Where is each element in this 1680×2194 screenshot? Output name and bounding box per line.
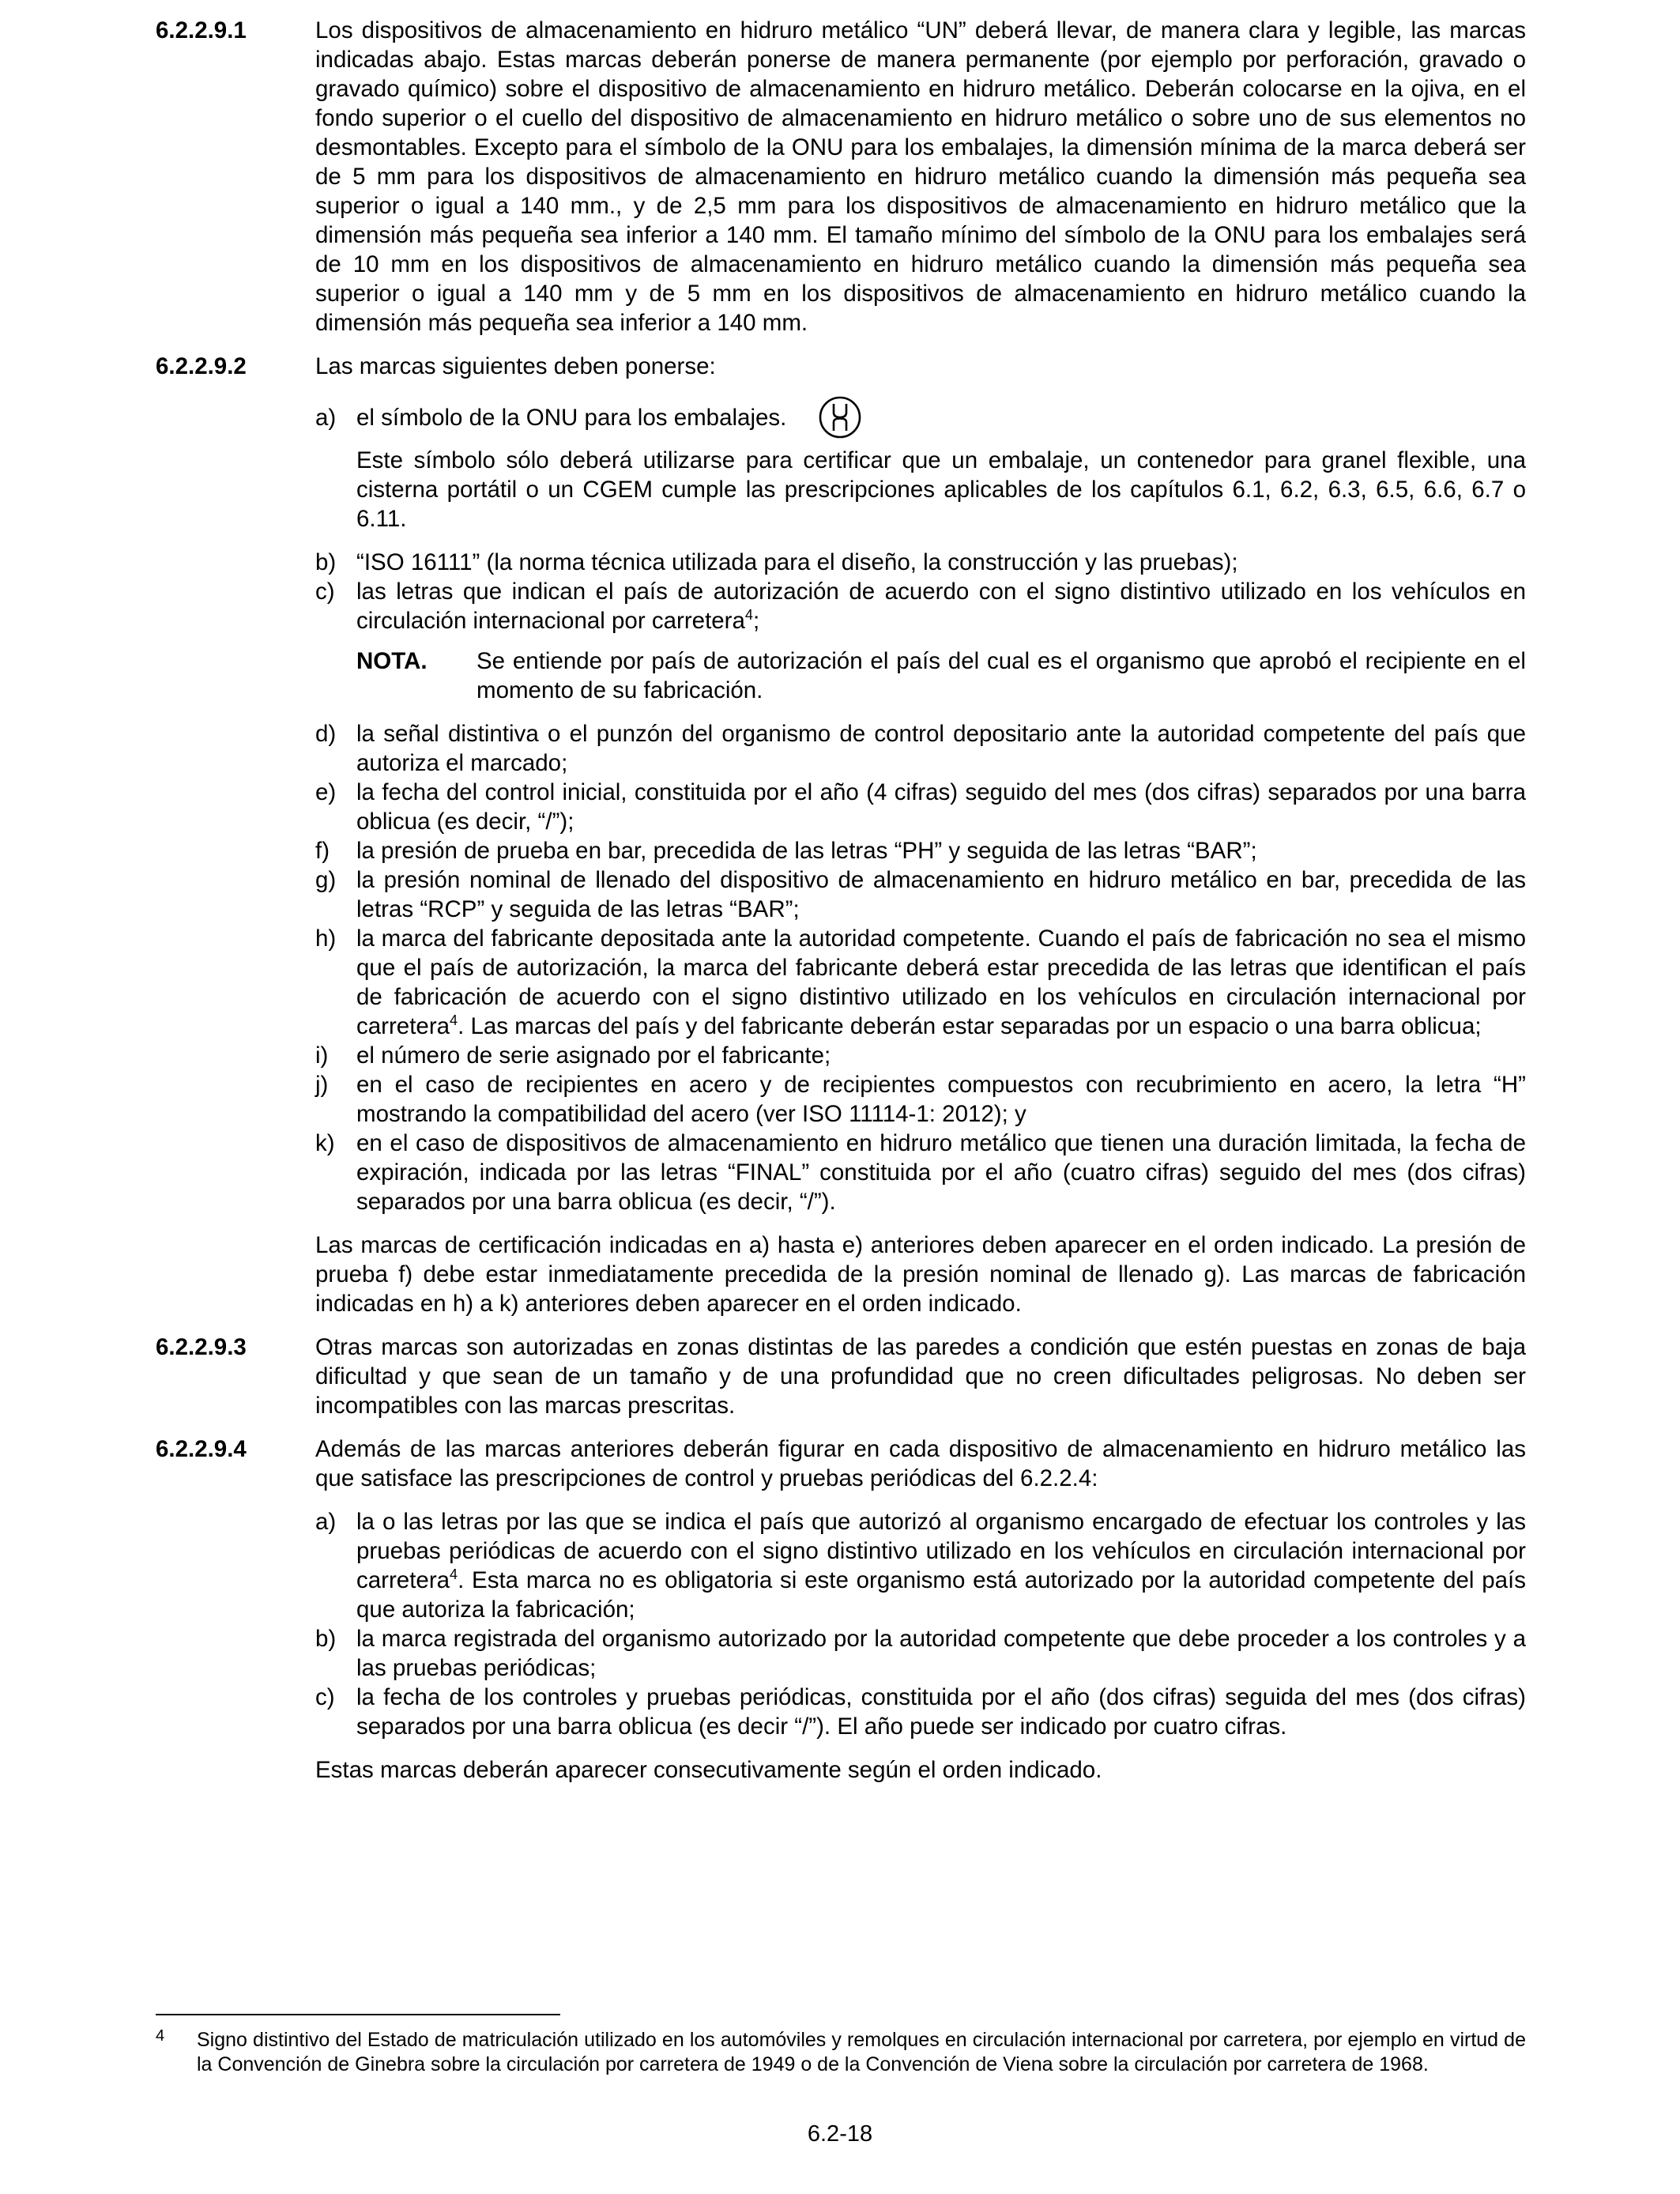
list-item-b <box>315 548 1526 577</box>
un-packaging-symbol-icon <box>818 395 862 439</box>
item-label: g) <box>315 867 337 893</box>
item-text-main: la marca del fabricante depositada ante la autoridad competente. Cuando el país de fabricación no sea el mismo que el país de autorización, la marca del fabricante deberá estar precedida de las letras que identifican el país de fabricación de acuerdo con el signo distintivo utilizado en los vehículos en circulación internacional por carretera <box>356 925 1526 1039</box>
footnote-reference: 4 <box>450 1012 458 1029</box>
item-text: la señal distintiva o el punzón del organismo de control depositario ante la autoridad competente del país que autoriza el marcado; <box>356 721 1526 776</box>
footnote-reference: 4 <box>744 607 753 624</box>
section-body <box>315 1434 1526 1785</box>
item-text <box>356 577 1526 635</box>
item-text: el número de serie asignado por el fabricante; <box>356 1042 831 1069</box>
item-text: la fecha del control inicial, constituida por el año (4 cifras) seguido del mes (dos cifras) separados por una barra oblicua (es decir, “/”); <box>356 779 1526 835</box>
note-label: NOTA. <box>356 648 428 674</box>
note-block <box>356 647 1526 705</box>
section-6-2-2-9-3 <box>156 1333 1526 1420</box>
list-item-b <box>315 1624 1526 1683</box>
item-label: e) <box>315 779 337 805</box>
footnote <box>156 2028 1526 2077</box>
list-item-a <box>315 1507 1526 1624</box>
item-label: h) <box>315 925 337 952</box>
footnote-reference: 4 <box>450 1566 458 1583</box>
list-item-i <box>315 1041 1526 1070</box>
item-text: en el caso de recipientes en acero y de recipientes compuestos con recubrimiento en acero, la letra “H” mostrando la compatibilidad del acero (ver ISO 11114-1: 2012); y <box>356 1072 1526 1127</box>
item-text-tail: ; <box>752 608 760 634</box>
section-paragraph: Otras marcas son autorizadas en zonas distintas de las paredes a condición que estén puestas en zonas de baja dificultad y que sean de un tamaño y de una profundidad que no creen dificultades peligrosas. No deben ser incompatibles con las marcas prescritas. <box>315 1334 1526 1419</box>
item-label: b) <box>315 549 337 575</box>
section-6-2-2-9-4 <box>156 1434 1526 1785</box>
section-closing: Estas marcas deberán aparecer consecutivamente según el orden indicado. <box>315 1757 1102 1783</box>
footnote-separator <box>156 2014 560 2015</box>
item-text: la marca registrada del organismo autorizado por la autoridad competente que debe proceder a los controles y a las pruebas periódicas; <box>356 1626 1526 1681</box>
item-text: la presión de prueba en bar, precedida de las letras “PH” y seguida de las letras “BAR”; <box>356 838 1257 864</box>
item-text: la presión nominal de llenado del dispositivo de almacenamiento en hidruro metálico en bar, precedida de las letras “RCP” y seguida de las letras “BAR”; <box>356 867 1526 922</box>
section-body <box>315 16 1526 337</box>
section-intro: Las marcas siguientes deben ponerse: <box>315 353 716 379</box>
section-6-2-2-9-2 <box>156 352 1526 1318</box>
footnote-text: Signo distintivo del Estado de matriculación utilizado en los automóviles y remolques en circulación internacional por carretera, por ejemplo en virtud de la Convención de Ginebra sobre la circulación por carretera de 1949 o de la Convención de Viena sobre la circulación por carretera de 1968. <box>197 2029 1526 2075</box>
section-number: 6.2.2.9.2 <box>156 353 247 379</box>
list-item-f <box>315 836 1526 865</box>
section-number: 6.2.2.9.1 <box>156 17 247 43</box>
list-item-a <box>315 395 1526 439</box>
item-text-main: la o las letras por las que se indica el país que autorizó al organismo encargado de efectuar los controles y las pruebas periódicas de acuerdo con el signo distintivo utilizado en los vehículos en circulación internacional por carretera <box>356 1509 1526 1593</box>
item-text <box>356 924 1526 1041</box>
item-label: c) <box>315 579 335 605</box>
item-label: a) <box>315 404 337 431</box>
item-label: k) <box>315 1130 335 1156</box>
item-label: j) <box>315 1072 329 1098</box>
section-number: 6.2.2.9.3 <box>156 1334 247 1360</box>
section-intro: Además de las marcas anteriores deberán figurar en cada dispositivo de almacenamiento en hidruro metálico las que satisface las prescripciones de control y pruebas periódicas del 6.2.2.4: <box>315 1436 1526 1491</box>
section-6-2-2-9-1 <box>156 16 1526 337</box>
section-paragraph: Los dispositivos de almacenamiento en hidruro metálico “UN” deberá llevar, de manera clara y legible, las marcas indicadas abajo. Estas marcas deberán ponerse de manera permanente (por ejemplo por perforación, gravado o gravado químico) sobre el dispositivo de almacenamiento en hidruro metálico. Deberán colocarse en la ojiva, en el fondo superior o el cuello del dispositivo de almacenamiento en hidruro metálico o sobre uno de sus elementos no desmontables. Excepto para el símbolo de la ONU para los embalajes, la dimensión mínima de la marca deberá ser de 5 mm para los dispositivos de almacenamiento en hidruro metálico cuando la dimensión más pequeña sea superior o igual a 140 mm., y de 2,5 mm para los dispositivos de almacenamiento en hidruro metálico que la dimensión más pequeña sea inferior a 140 mm. El tamaño mínimo del símbolo de la ONU para los embalajes será de 10 mm en los dispositivos de almacenamiento en hidruro metálico cuando la dimensión más pequeña sea superior o igual a 140 mm y de 5 mm en los dispositivos de almacenamiento en hidruro metálico cuando la dimensión más pequeña sea inferior a 140 mm. <box>315 17 1526 336</box>
item-text: la fecha de los controles y pruebas periódicas, constituida por el año (dos cifras) seguida del mes (dos cifras) separados por una barra oblicua (es decir “/”). El año puede ser indicado por cuatro cifras. <box>356 1684 1526 1740</box>
item-text-tail: . Las marcas del país y del fabricante deberán estar separadas por un espacio o una barra oblicua; <box>458 1013 1482 1039</box>
list-item-j <box>315 1070 1526 1129</box>
item-text: en el caso de dispositivos de almacenamiento en hidruro metálico que tienen una duración limitada, la fecha de expiración, indicada por las letras “FINAL” constituida por el año (cuatro cifras) seguido del mes (dos cifras) separados por una barra oblicua (es decir, “/”). <box>356 1130 1526 1215</box>
list-item-c <box>315 577 1526 635</box>
list-item-c <box>315 1683 1526 1741</box>
item-text <box>356 1507 1526 1624</box>
section-closing: Las marcas de certificación indicadas en a) hasta e) anteriores deben aparecer en el orden indicado. La presión de prueba f) debe estar inmediatamente precedida de la presión nominal de llenado g). Las marcas de fabricación indicadas en h) a k) anteriores deben aparecer en el orden indicado. <box>315 1232 1526 1317</box>
item-a-note: Este símbolo sólo deberá utilizarse para certificar que un embalaje, un contenedor para granel flexible, una cisterna portátil o un CGEM cumple las prescripciones aplicables de los capítulos 6.1, 6.2, 6.3, 6.5, 6.6, 6.7 o 6.11. <box>356 447 1526 532</box>
item-label: i) <box>315 1042 329 1069</box>
item-text-tail: . Esta marca no es obligatoria si este organismo está autorizado por la autoridad competente del país que autoriza la fabricación; <box>356 1567 1526 1623</box>
item-text: “ISO 16111” (la norma técnica utilizada para el diseño, la construcción y las pruebas); <box>356 549 1238 575</box>
item-label: b) <box>315 1626 337 1652</box>
item-label: d) <box>315 721 337 747</box>
section-body <box>315 1333 1526 1420</box>
document-page <box>156 16 1526 1799</box>
list-item-k <box>315 1129 1526 1216</box>
list-item-h <box>315 924 1526 1041</box>
item-label: f) <box>315 838 330 864</box>
page-number: 6.2-18 <box>807 2121 873 2147</box>
list-item-e <box>315 778 1526 836</box>
item-text-main: las letras que indican el país de autorización de acuerdo con el signo distintivo utilizado en los vehículos en circulación internacional por carretera <box>356 579 1526 634</box>
item-text: el símbolo de la ONU para los embalajes. <box>356 404 787 431</box>
list-item-d <box>315 719 1526 778</box>
footnote-mark: 4 <box>156 2027 165 2045</box>
note-text: Se entiende por país de autorización el país del cual es el organismo que aprobó el recipiente en el momento de su fabricación. <box>477 648 1526 703</box>
section-number: 6.2.2.9.4 <box>156 1436 247 1462</box>
item-label: a) <box>315 1509 337 1535</box>
section-body <box>315 352 1526 1318</box>
item-label: c) <box>315 1684 335 1710</box>
list-item-g <box>315 865 1526 924</box>
